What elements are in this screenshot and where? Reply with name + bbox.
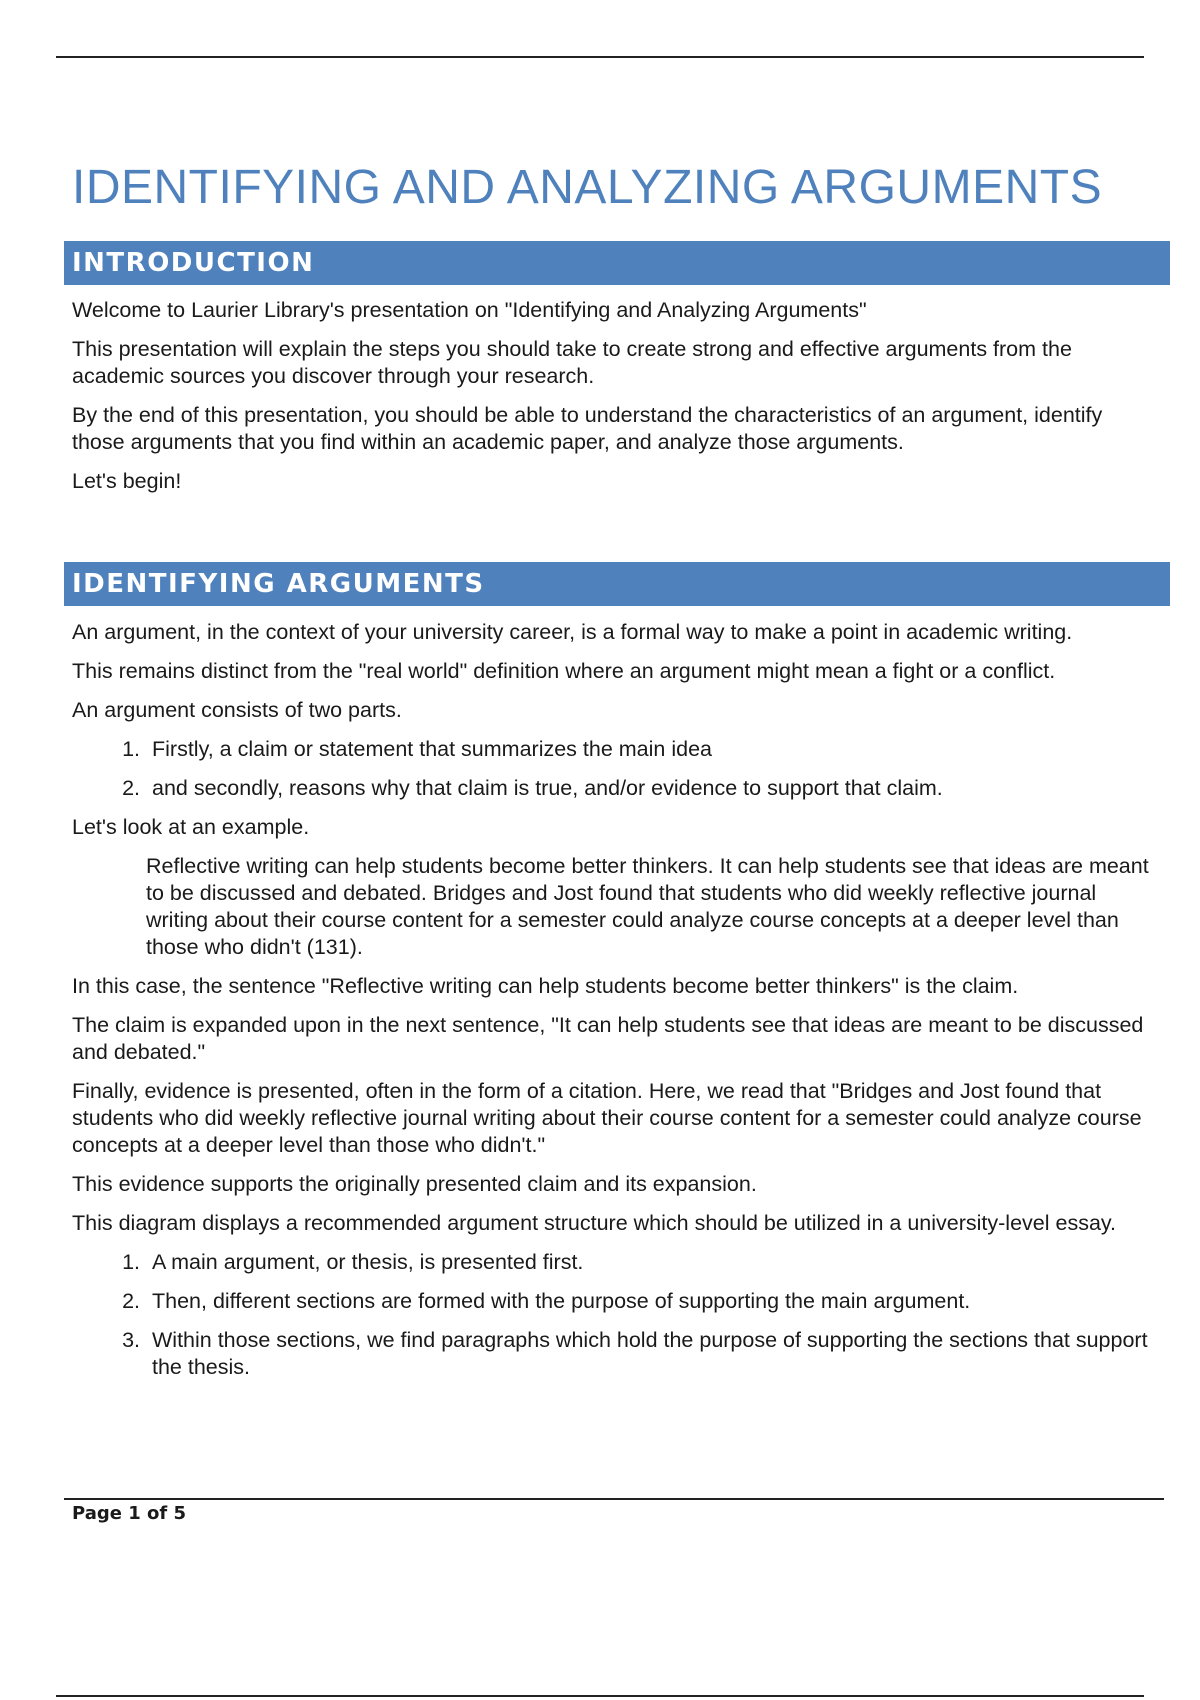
intro-paragraph: This presentation will explain the steps you should take to create strong and effective arguments from the academic sources you discover through your research. [72,337,1072,388]
argument-parts-list [72,736,1156,802]
list-item: 2. and secondly, reasons why that claim is true, and/or evidence to support that claim. [146,775,1156,802]
intro-paragraph: Welcome to Laurier Library's presentation on "Identifying and Analyzing Arguments" [72,298,867,322]
document-title: IDENTIFYING AND ANALYZING ARGUMENTS [72,161,1103,214]
argument-structure-list [72,1249,1156,1381]
footer-rule [64,1498,1164,1500]
body-paragraph: Let's look at an example. [72,815,310,839]
example-quote: Reflective writing can help students become better thinkers. It can help students see that ideas are meant to be discussed and debated. Bridges and Jost found that students who did weekly reflective journal writing about their course content for a semester could analyze course concepts at a deeper level than those who didn't (131). [146,854,1149,959]
next-page-rule [56,1695,1144,1697]
intro-paragraph: By the end of this presentation, you should be able to understand the characteristics of an argument, identify those arguments that you find within an academic paper, and analyze those arguments. [72,403,1103,454]
intro-paragraph: Let's begin! [72,469,182,493]
body-paragraph: Finally, evidence is presented, often in the form of a citation. Here, we read that "Bridges and Jost found that students who did weekly reflective journal writing about their course content for a semester could analyze course concepts at a deeper level than those who didn't." [72,1079,1142,1157]
body-paragraph: An argument, in the context of your university career, is a formal way to make a point in academic writing. [72,620,1073,644]
body-paragraph: An argument consists of two parts. [72,698,402,722]
list-item: 3. Within those sections, we find paragraphs which hold the purpose of supporting the sections that support the thesis. [146,1327,1156,1381]
introduction-body [72,297,1156,507]
header-rule [56,56,1144,58]
list-item: 1. A main argument, or thesis, is presented first. [146,1249,1156,1276]
list-item: 2. Then, different sections are formed with the purpose of supporting the main argument. [146,1288,1156,1315]
body-paragraph: This remains distinct from the "real world" definition where an argument might mean a fight or a conflict. [72,659,1056,683]
body-paragraph: In this case, the sentence "Reflective writing can help students become better thinkers" is the claim. [72,974,1019,998]
identifying-arguments-body [72,619,1156,1393]
body-paragraph: This diagram displays a recommended argument structure which should be utilized in a university-level essay. [72,1211,1117,1235]
section-heading-introduction: INTRODUCTION [64,241,1170,285]
page-number: Page 1 of 5 [72,1503,186,1524]
body-paragraph: The claim is expanded upon in the next sentence, "It can help students see that ideas are meant to be discussed and debated." [72,1013,1144,1064]
list-item: 1. Firstly, a claim or statement that summarizes the main idea [146,736,1156,763]
section-heading-identifying-arguments: IDENTIFYING ARGUMENTS [64,562,1170,606]
body-paragraph: This evidence supports the originally presented claim and its expansion. [72,1172,757,1196]
